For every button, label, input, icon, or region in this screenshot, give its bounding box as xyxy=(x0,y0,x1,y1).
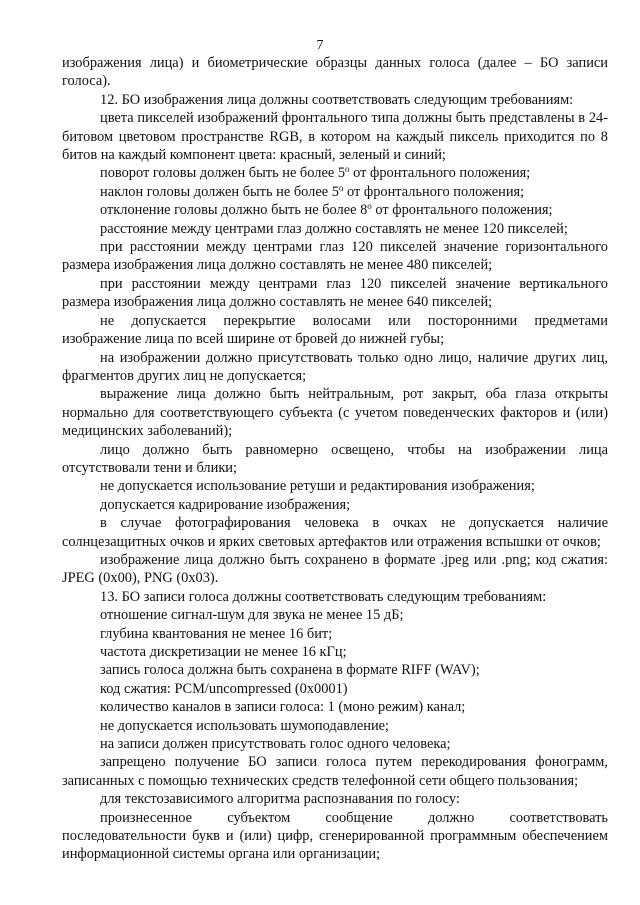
paragraph: изображения лица) и биометрические образцы данных голоса (далее – БО записи голоса). xyxy=(62,55,608,90)
paragraph: в случае фотографирования человека в очках не допускается наличие солнцезащитных очков и ярких световых артефактов или отражения вспышки от очков; xyxy=(62,515,608,550)
degree-mark: o xyxy=(345,164,350,175)
paragraph: цвета пикселей изображений фронтального типа должны быть представлены в 24-битовом цветовом пространстве RGB, в котором на каждый пиксель приходится по 8 битов на каждый компонент цвета: красный, зеленый и синий; xyxy=(62,110,608,164)
paragraph: для текстозависимого алгоритма распознавания по голосу: xyxy=(100,791,460,808)
paragraph: расстояние между центрами глаз должно составлять не менее 120 пикселей; xyxy=(100,220,568,237)
paragraph: количество каналов в записи голоса: 1 (моно режим) канал; xyxy=(100,699,466,716)
paragraph: на изображении должно присутствовать только одно лицо, наличие других лиц, фрагментов других лиц не допускается; xyxy=(62,349,608,384)
paragraph: поворот головы должен быть не более 5$^o$ от фронтального положения; xyxy=(100,164,531,182)
paragraph: код сжатия: PCM/uncompressed (0x0001) xyxy=(100,680,348,697)
page-number: 7 xyxy=(316,38,324,53)
paragraph: отклонение головы должно быть не более 8$^o$ от фронтального положения; xyxy=(100,201,553,219)
paragraph: при расстоянии между центрами глаз 120 пикселей значение вертикального размера изображения лица должно составлять не менее 640 пикселей; xyxy=(62,275,608,311)
paragraph: произнесенное субъектом сообщение должно соответствовать последовательности букв и (или) цифр, сгенерированной программным обеспечением информационной системы органа или организации; xyxy=(62,809,608,863)
paragraph: не допускается использовать шумоподавление; xyxy=(100,717,390,734)
document-body xyxy=(62,54,608,864)
paragraph: запрещено получение БО записи голоса путем перекодирования фонограмм, записанных с помощью технических средств телефонной сети общего пользования; xyxy=(62,754,608,789)
paragraph: частота дискретизации не менее 16 кГц; xyxy=(100,644,347,660)
paragraph: 13. БО записи голоса должны соответствовать следующим требованиям: xyxy=(100,588,547,605)
paragraph: наклон головы должен быть не более 5$^o$ от фронтального положения; xyxy=(100,182,525,200)
paragraph: лицо должно быть равномерно освещено, чтобы на изображении лица отсутствовали тени и блики; xyxy=(62,441,608,476)
paragraph: при расстоянии между центрами глаз 120 пикселей значение горизонтального размера изображения лица должно составлять не менее 480 пикселей; xyxy=(62,239,608,274)
degree-mark: o xyxy=(367,201,372,212)
paragraph: допускается кадрирование изображения; xyxy=(100,496,351,513)
degree-mark: o xyxy=(338,182,344,193)
paragraph: 12. БО изображения лица должны соответствовать следующим требованиям: xyxy=(100,91,574,108)
paragraph: запись голоса должна быть сохранена в формате RIFF (WAV); xyxy=(100,662,480,679)
paragraph: глубина квантования не менее 16 бит; xyxy=(100,625,333,642)
paragraph: отношение сигнал-шум для звука не менее 15 дБ; xyxy=(100,607,404,624)
paragraph: не допускается перекрытие волосами или посторонними предметами изображение лица по всей ширине от бровей до нижней губы; xyxy=(62,312,608,348)
paragraph: на записи должен присутствовать голос одного человека; xyxy=(100,736,451,753)
paragraph: не допускается использование ретуши и редактирования изображения; xyxy=(100,478,535,495)
paragraph: выражение лица должно быть нейтральным, рот закрыт, оба глаза открыты нормально для соответствующего субъекта (с учетом поведенческих факторов и (или) медицинских заболеваний); xyxy=(62,386,608,440)
paragraph: изображение лица должно быть сохранено в формате .jpeg или .png; код сжатия: JPEG (0x00), PNG (0x03). xyxy=(62,551,608,587)
